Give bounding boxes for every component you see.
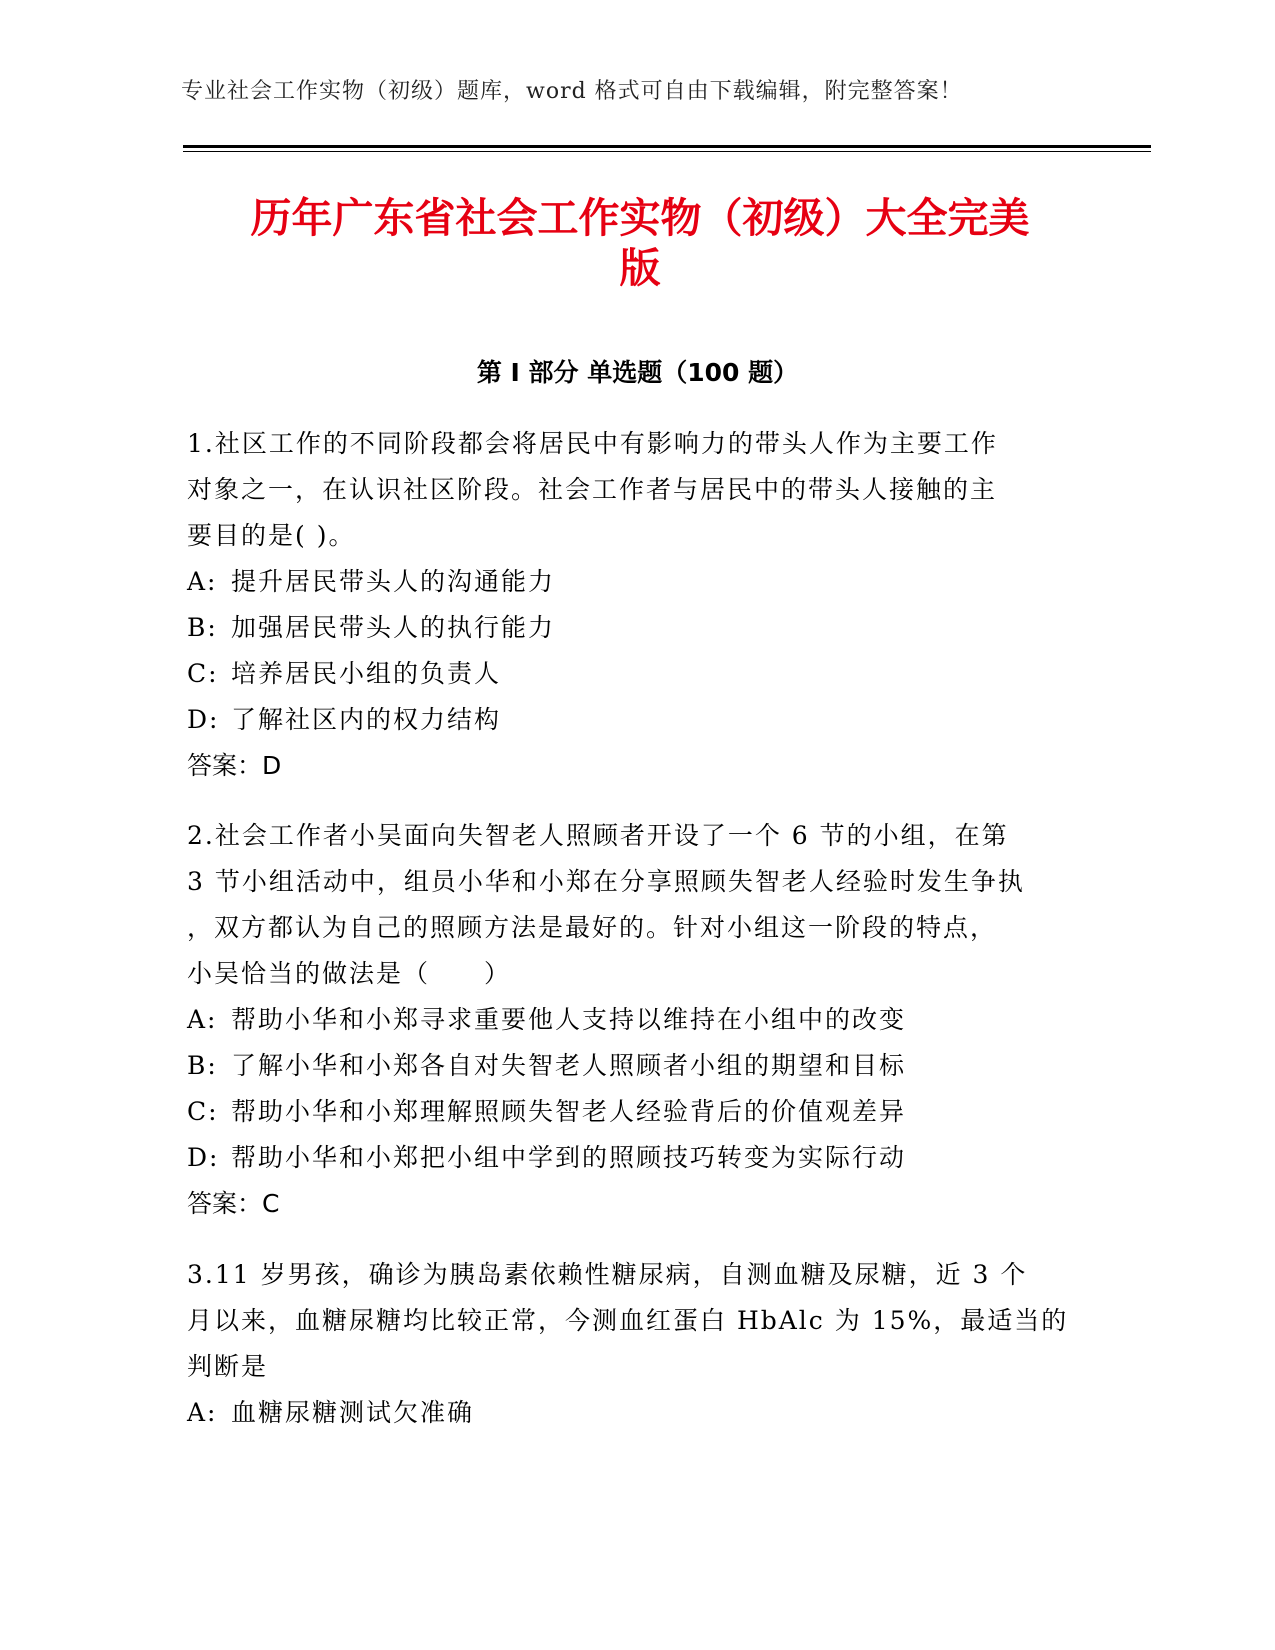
- option-text: 帮助小华和小郑理解照顾失智老人经验背后的价值观差异: [231, 1097, 907, 1126]
- stem-line: 要目的是( )。: [187, 521, 356, 550]
- stem-line: 2.社会工作者小吴面向失智老人照顾者开设了一个 6 节的小组，在第: [187, 821, 1009, 850]
- document-title: [180, 193, 1100, 293]
- option-c: [187, 1089, 1087, 1135]
- question-1: [187, 421, 1087, 789]
- stem-line: 3.11 岁男孩，确诊为胰岛素依赖性糖尿病，自测血糖及尿糖，近 3 个: [187, 1260, 1028, 1289]
- option-b: [187, 1043, 1087, 1089]
- option-a: [187, 559, 1087, 605]
- option-letter: B:: [187, 613, 218, 642]
- header-rule-thin: [183, 151, 1151, 152]
- question-stem: [187, 421, 1087, 559]
- option-text: 帮助小华和小郑寻求重要他人支持以维持在小组中的改变: [231, 1005, 907, 1034]
- option-a: [187, 1390, 1087, 1436]
- option-letter: A:: [187, 1005, 218, 1034]
- option-letter: B:: [187, 1051, 218, 1080]
- stem-line: 对象之一，在认识社区阶段。社会工作者与居民中的带头人接触的主: [187, 475, 998, 504]
- answer-label: 答案：: [187, 751, 263, 780]
- question-3: [187, 1252, 1087, 1436]
- option-letter: A:: [187, 567, 218, 596]
- title-line-1: 历年广东省社会工作实物（初级）大全完美: [250, 194, 1030, 242]
- stem-line: 判断是: [187, 1352, 269, 1381]
- question-stem: [187, 1252, 1087, 1390]
- header-note: 专业社会工作实物（初级）题库，word 格式可自由下载编辑，附完整答案！: [181, 79, 963, 104]
- stem-line: ，双方都认为自己的照顾方法是最好的。针对小组这一阶段的特点，: [187, 913, 998, 942]
- header-rule-thick: [183, 145, 1151, 148]
- option-a: [187, 997, 1087, 1043]
- stem-line: 月以来，血糖尿糖均比较正常，今测血红蛋白 HbAlc 为 15%，最适当的: [187, 1306, 1069, 1335]
- option-d: [187, 697, 1087, 743]
- option-text: 提升居民带头人的沟通能力: [231, 567, 556, 596]
- option-text: 加强居民带头人的执行能力: [231, 613, 556, 642]
- title-line-2: 版: [619, 244, 661, 292]
- option-text: 帮助小华和小郑把小组中学到的照顾技巧转变为实际行动: [231, 1143, 907, 1172]
- stem-line: 1.社区工作的不同阶段都会将居民中有影响力的带头人作为主要工作: [187, 429, 998, 458]
- option-letter: D:: [187, 705, 220, 734]
- question-2: [187, 813, 1087, 1227]
- option-letter: D:: [187, 1143, 220, 1172]
- option-letter: A:: [187, 1398, 218, 1427]
- answer-line: [187, 1181, 1087, 1227]
- option-text: 培养居民小组的负责人: [231, 659, 502, 688]
- stem-line: 小吴恰当的做法是（ ）: [187, 959, 512, 988]
- option-c: [187, 651, 1087, 697]
- option-text: 血糖尿糖测试欠准确: [231, 1398, 475, 1427]
- option-b: [187, 605, 1087, 651]
- option-text: 了解小华和小郑各自对失智老人照顾者小组的期望和目标: [231, 1051, 907, 1080]
- option-letter: C:: [187, 659, 219, 688]
- stem-line: 3 节小组活动中，组员小华和小郑在分享照顾失智老人经验时发生争执: [187, 867, 1025, 896]
- option-d: [187, 1135, 1087, 1181]
- option-text: 了解社区内的权力结构: [231, 705, 502, 734]
- option-letter: C:: [187, 1097, 219, 1126]
- question-stem: [187, 813, 1087, 997]
- section-heading: 第 I 部分 单选题（100 题）: [476, 358, 799, 387]
- answer-label: 答案：: [187, 1189, 263, 1218]
- answer-line: [187, 743, 1087, 789]
- answer-value: D: [262, 751, 282, 780]
- answer-value: C: [262, 1189, 280, 1218]
